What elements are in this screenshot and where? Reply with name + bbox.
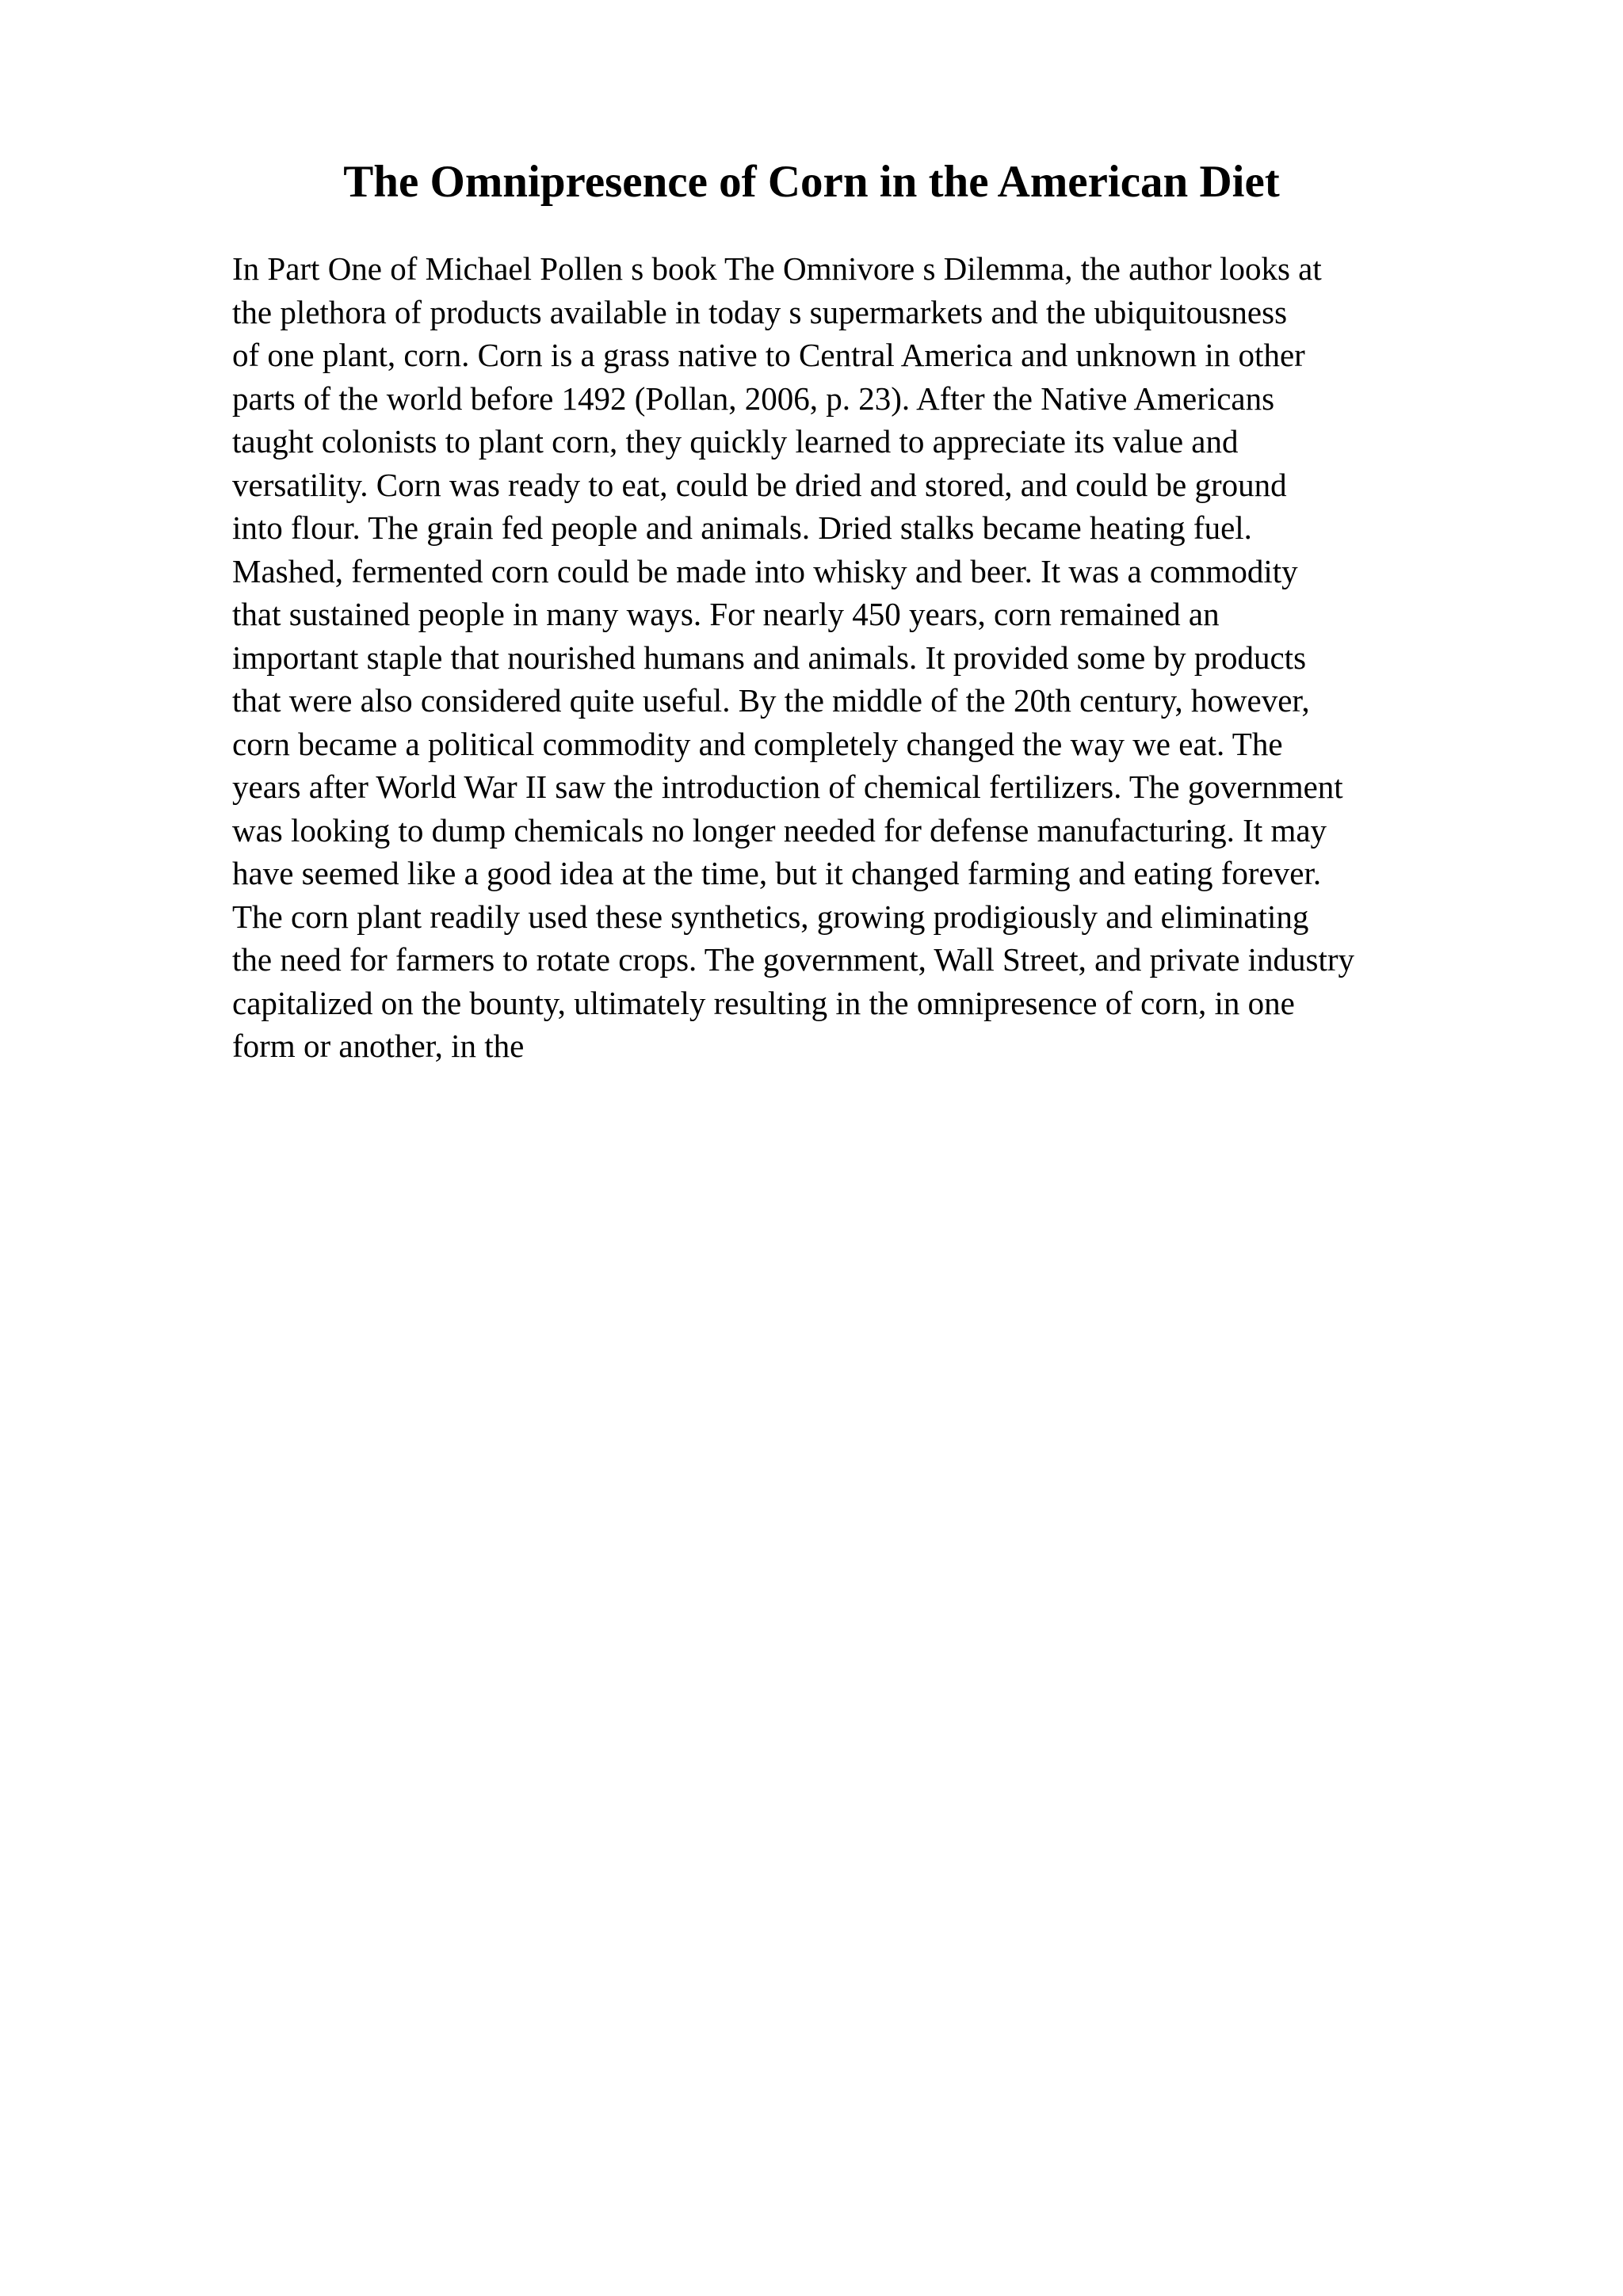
paragraph-line: versatility. Corn was ready to eat, could be dried and stored, and could be ground xyxy=(232,466,1287,503)
paragraph-line: was looking to dump chemicals no longer needed for defense manufacturing. It may xyxy=(232,811,1327,849)
paragraph-line: the plethora of products available in today s supermarkets and the ubiquitousness xyxy=(232,293,1288,330)
paragraph-line: form or another, in the xyxy=(232,1028,525,1064)
paragraph-line: In Part One of Michael Pollen s book The Omnivore s Dilemma, the author looks at xyxy=(232,250,1322,287)
paragraph-line: capitalized on the bounty, ultimately resulting in the omnipresence of corn, in one xyxy=(232,984,1295,1021)
paragraph-line: years after World War II saw the introduction of chemical fertilizers. The government xyxy=(232,769,1343,805)
paragraph-line: that were also considered quite useful. By the middle of the 20th century, however, xyxy=(232,682,1310,719)
paragraph-line: of one plant, corn. Corn is a grass native to Central America and unknown in other xyxy=(232,337,1305,373)
paragraph-line: have seemed like a good idea at the time, but it changed farming and eating forever. xyxy=(232,855,1322,891)
paragraph-line: into flour. The grain fed people and animals. Dried stalks became heating fuel. xyxy=(232,509,1252,546)
body-paragraph xyxy=(232,247,1595,1068)
paragraph-line: the need for farmers to rotate crops. The government, Wall Street, and private industry xyxy=(232,941,1355,978)
paragraph-line: parts of the world before 1492 (Pollan, 2006, p. 23). After the Native Americans xyxy=(232,379,1275,417)
paragraph-line: corn became a political commodity and completely changed the way we eat. The xyxy=(232,725,1283,762)
paragraph-line: taught colonists to plant corn, they quickly learned to appreciate its value and xyxy=(232,423,1239,460)
document-title: The Omnipresence of Corn in the American Diet xyxy=(343,157,1280,207)
paragraph-line: The corn plant readily used these synthetics, growing prodigiously and eliminating xyxy=(232,898,1309,935)
paragraph-line: that sustained people in many ways. For nearly 450 years, corn remained an xyxy=(232,596,1220,632)
paragraph-line: important staple that nourished humans and animals. It provided some by products xyxy=(232,639,1307,676)
paragraph-line: Mashed, fermented corn could be made into whisky and beer. It was a commodity xyxy=(232,552,1298,589)
